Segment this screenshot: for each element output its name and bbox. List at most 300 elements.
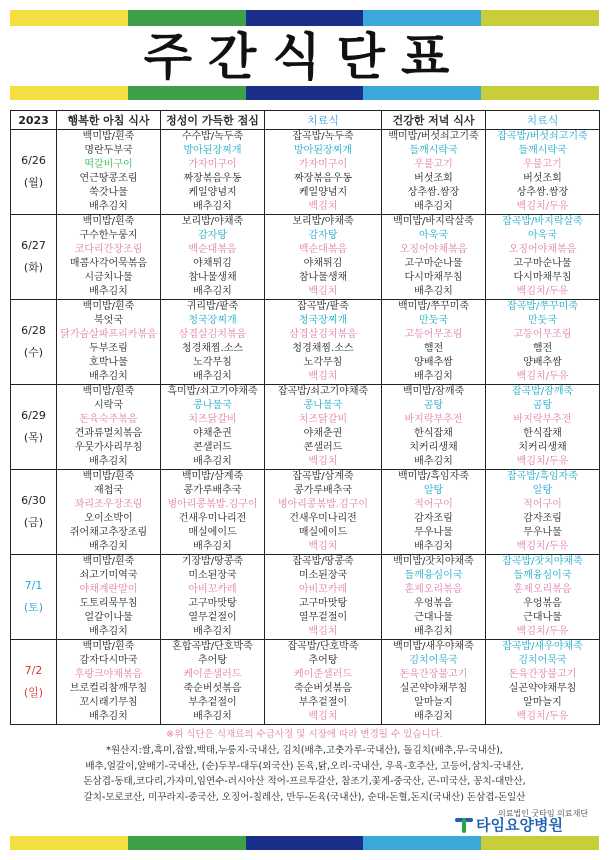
weekday-label: (일): [23, 686, 44, 699]
menu-item: 백김치: [308, 286, 338, 297]
menu-item: 양배추쌈: [523, 357, 562, 368]
bottom-color-stripe: [10, 836, 599, 850]
menu-item: 백순대볶음: [188, 244, 237, 255]
menu-item: 근대나물: [414, 612, 453, 623]
menu-item: 치커리생채: [409, 442, 458, 453]
day-row: [11, 300, 600, 385]
menu-item: 삼겹살김치볶음: [178, 329, 247, 340]
menu-item: 백김치: [308, 456, 338, 467]
menu-item: 백미밥/흰죽: [82, 301, 135, 312]
date-label: 6/28: [21, 324, 46, 337]
menu-item: 추어탕: [198, 655, 227, 666]
stripe-segment: [481, 10, 599, 26]
menu-item: 백미밥/버섯쇠고기죽: [388, 131, 479, 142]
menu-item: 병아리콩볶밥.김구이: [167, 499, 258, 510]
menu-item: 잡곡밥/흑임자죽: [507, 471, 578, 482]
menu-item: 한식잡채: [414, 428, 453, 439]
menu-item: 감자탕: [308, 230, 338, 241]
menu-item: 시금치나물: [84, 272, 133, 283]
menu-item: 쥐어채고추장조림: [69, 527, 148, 538]
breakfast-cell: [57, 300, 161, 385]
origin-line: *원산지:쌀,흑미,잡쌀,백태,누룽지-국내산, 김치(배추,고춧가루-국내산), 돌김치(배추,무-국내산),: [106, 745, 503, 756]
menu-item: 미소된장국: [298, 570, 348, 581]
menu-item: 백김치: [308, 541, 338, 552]
menu-item: 가자미구이: [298, 159, 348, 170]
dinner-therapy-cell: [486, 385, 600, 470]
menu-item: 들깨시락국: [409, 145, 458, 156]
breakfast-cell: [57, 215, 161, 300]
menu-item: 알마늘지: [523, 697, 562, 708]
menu-item: 연근땅콩조림: [79, 173, 138, 184]
menu-item: 햄전: [423, 343, 444, 354]
menu-item: 백미밥/쭈꾸미죽: [398, 301, 469, 312]
menu-item: 참나물생채: [188, 272, 237, 283]
menu-item: 야채춘권: [193, 428, 232, 439]
menu-item: 배추김치: [89, 286, 128, 297]
menu-item: 매콤사각어묵볶음: [69, 258, 148, 269]
menu-item: 노각무침: [303, 357, 343, 368]
day-row: [11, 555, 600, 640]
menu-item: 백미밥/흰죽: [82, 471, 135, 482]
dinner-cell: [382, 215, 486, 300]
menu-item: 꼬시래기무침: [79, 697, 138, 708]
menu-item: 백김치/두유: [516, 371, 569, 382]
menu-item: 열무겉절이: [188, 612, 237, 623]
menu-item: 알탕: [532, 485, 553, 496]
menu-item: 곰탕: [423, 400, 444, 411]
breakfast-cell: [57, 555, 161, 640]
menu-item: 우불고기: [523, 159, 562, 170]
date-label: 6/30: [21, 494, 46, 507]
date-label: 6/27: [21, 239, 46, 252]
stripe-segment: [363, 836, 481, 850]
menu-item: 백미밥/흰죽: [82, 216, 135, 227]
menu-item: 두부조림: [89, 343, 128, 354]
menu-item: 귀리밥/팥죽: [186, 301, 239, 312]
menu-item: 백김치/두유: [516, 201, 569, 212]
menu-item: 만둣국: [528, 315, 557, 326]
dinner-cell: [382, 470, 486, 555]
menu-item: 백순대볶음: [298, 244, 348, 255]
lunch-cell: [161, 555, 265, 640]
menu-item: 짜장볶음우동: [183, 173, 242, 184]
menu-item: 북엇국: [94, 315, 123, 326]
dinner-cell: [382, 385, 486, 470]
breakfast-cell: [57, 130, 161, 215]
stripe-segment: [128, 836, 246, 850]
stripe-segment: [128, 10, 246, 26]
menu-item: 백김치: [308, 201, 338, 212]
menu-item: 배추김치: [414, 456, 453, 467]
menu-item: 한식잡채: [523, 428, 562, 439]
menu-item: 추어탕: [308, 655, 338, 666]
menu-item: 짜장볶음우동: [294, 173, 352, 184]
logo-mark-icon: [455, 816, 473, 834]
menu-item: 감자조림: [414, 513, 453, 524]
lunch-therapy-cell: [265, 215, 382, 300]
menu-item: 다시마채무침: [513, 272, 572, 283]
menu-item: 백미밥/흰죽: [82, 386, 135, 397]
menu-item: 잡곡밥/팥죽: [297, 301, 349, 312]
dinner-therapy-cell: [486, 300, 600, 385]
menu-item: 감자다시마국: [79, 655, 138, 666]
lunch-cell: [161, 470, 265, 555]
menu-item: 배추김치: [414, 626, 453, 637]
menu-item: 오징어야채볶음: [508, 244, 577, 255]
menu-item: 코다리간장조림: [74, 244, 143, 255]
date-cell: [11, 300, 57, 385]
menu-item: 흑미밥/쇠고기야채죽: [167, 386, 258, 397]
menu-item: 보리밥/야채죽: [292, 216, 354, 227]
menu-item: 부추겉절이: [298, 697, 348, 708]
lunch-therapy-cell: [265, 300, 382, 385]
breakfast-cell: [57, 385, 161, 470]
menu-item: 콩나물국: [303, 400, 343, 411]
weekday-label: (금): [23, 516, 44, 529]
menu-item: 잡곡밥/녹두죽: [292, 131, 354, 142]
lunch-header: 정성이 가득한 점심: [161, 111, 265, 130]
menu-item: 고등어무조림: [513, 329, 572, 340]
menu-item: 적어구이: [523, 499, 562, 510]
menu-item: 케이준샐러드: [294, 669, 352, 680]
menu-item: 잡곡밥/잠깨죽: [511, 386, 574, 397]
middle-color-stripe: [10, 86, 599, 100]
menu-item: 상추쌈.쌈장: [516, 187, 569, 198]
menu-item: 청경채찜.소스: [292, 343, 354, 354]
stripe-segment: [246, 10, 364, 26]
menu-item: 바지락부추전: [513, 414, 572, 425]
menu-item: 훈제오리볶음: [513, 584, 572, 595]
menu-item: 배추김치: [193, 711, 232, 722]
menu-item: 잡곡밥/버섯쇠고기죽: [497, 131, 588, 142]
menu-item: 백미밥/삼계죽: [181, 471, 244, 482]
origin-line: 배추,얼갈이,알배기-국내산, (순)두부-대두(외국산) 돈육,닭,오리-국내산, 우육-호주산, 고등어,삼치-국내산,: [85, 760, 524, 772]
menu-item: 아비꼬카레: [298, 584, 348, 595]
lunch-cell: [161, 130, 265, 215]
menu-item: 돈육간장불고기: [508, 669, 577, 680]
menu-item: 청경채찜.소스: [181, 343, 244, 354]
menu-item: 우엉볶음: [414, 598, 453, 609]
menu-item: 케일양념지: [188, 187, 237, 198]
menu-item: 버섯조회: [414, 173, 453, 184]
menu-item: 수수밥/녹두죽: [181, 131, 244, 142]
menu-item: 배추김치: [414, 541, 453, 552]
menu-item: 들깨시락국: [518, 145, 567, 156]
menu-item: 배추김치: [89, 371, 128, 382]
date-cell: [11, 130, 57, 215]
menu-item: 치즈닭갈비: [298, 414, 348, 425]
stripe-segment: [246, 836, 364, 850]
menu-item: 알탕: [423, 485, 444, 496]
menu-item: 야채계란말이: [79, 584, 138, 595]
dinner-cell: [382, 640, 486, 725]
menu-item: 죽순버섯볶음: [183, 683, 242, 694]
menu-item: 햄전: [532, 343, 553, 354]
menu-item: 근대나물: [523, 612, 562, 623]
weekday-label: (월): [23, 176, 44, 189]
lunch-therapy-cell: [265, 470, 382, 555]
date-cell: [11, 215, 57, 300]
menu-item: 김치어묵국: [518, 655, 567, 666]
dinner-therapy-cell: [486, 555, 600, 640]
dinner-therapy-header: 치료식: [486, 111, 600, 130]
menu-item: 백미밥/흰죽: [82, 641, 135, 652]
lunch-cell: [161, 385, 265, 470]
lunch-therapy-cell: [265, 385, 382, 470]
breakfast-cell: [57, 640, 161, 725]
dinner-therapy-cell: [486, 470, 600, 555]
menu-item: 오이소박이: [84, 513, 133, 524]
dinner-header: 건강한 저녁 식사: [382, 111, 486, 130]
menu-item: 적어구이: [414, 499, 453, 510]
date-label: 6/26: [21, 154, 46, 167]
menu-item: 콩가루배추국: [294, 485, 352, 496]
lunch-therapy-cell: [265, 555, 382, 640]
lunch-therapy-cell: [265, 640, 382, 725]
date-label: 7/2: [24, 664, 43, 677]
menu-item: 잡곡밥/땅콩죽: [292, 556, 354, 567]
breakfast-header: 행복한 아침 식사: [57, 111, 161, 130]
menu-item: 잡곡밥/잣치야채죽: [502, 556, 583, 567]
menu-item: 배추김치: [89, 541, 128, 552]
menu-item: 브로컬리참깨무침: [69, 683, 148, 694]
menu-item: 백김치: [308, 711, 338, 722]
menu-item: 아욱국: [419, 230, 448, 241]
stripe-segment: [481, 836, 599, 850]
menu-item: 아비꼬카레: [188, 584, 237, 595]
stripe-segment: [128, 86, 246, 100]
menu-item: 치즈닭갈비: [188, 414, 237, 425]
menu-item: 잡곡밥/쇠고기야채죽: [277, 386, 369, 397]
lunch-therapy-header: 치료식: [265, 111, 382, 130]
day-row: [11, 130, 600, 215]
menu-item: 야채춘권: [303, 428, 343, 439]
menu-item: 훈제오리볶음: [404, 584, 463, 595]
menu-item: 상추쌈.쌈장: [407, 187, 460, 198]
menu-item: 닭가슴살파프리카볶음: [60, 329, 157, 340]
date-label: 6/29: [21, 409, 46, 422]
menu-item: 보리밥/야채죽: [181, 216, 244, 227]
dinner-cell: [382, 130, 486, 215]
menu-item: 도토리묵무침: [79, 598, 138, 609]
menu-item: 고구마순나물: [513, 258, 572, 269]
stripe-segment: [10, 836, 128, 850]
day-row: [11, 385, 600, 470]
menu-item: 치커리생채: [518, 442, 567, 453]
menu-item: 우뭇가사리무침: [74, 442, 143, 453]
menu-item: 콘샐러드: [193, 442, 232, 453]
menu-item: 배추김치: [89, 201, 128, 212]
menu-item: 감자탕: [198, 230, 227, 241]
menu-item: 배추김치: [414, 286, 453, 297]
day-row: [11, 215, 600, 300]
menu-item: 백미밥/새우야채죽: [393, 641, 474, 652]
menu-item: 배추김치: [193, 286, 232, 297]
menu-item: 실곤약야채무침: [399, 683, 468, 694]
menu-item: 병아리콩볶밥.김구이: [277, 499, 369, 510]
date-label: 7/1: [24, 579, 43, 592]
menu-item: 부추겉절이: [188, 697, 237, 708]
menu-item: 명란두부국: [84, 145, 133, 156]
menu-item: 열무겉절이: [298, 612, 348, 623]
menu-item: 삼겹살김치볶음: [289, 329, 357, 340]
menu-item: 견과류멸치볶음: [74, 428, 143, 439]
stripe-segment: [246, 86, 364, 100]
menu-item: 청국장찌개: [188, 315, 237, 326]
menu-item: 잡곡밥/쭈꾸미죽: [507, 301, 578, 312]
menu-item: 배추김치: [193, 371, 232, 382]
origin-info: [10, 743, 599, 805]
menu-item: 매실에이드: [298, 527, 348, 538]
menu-item: 야채튀김: [193, 258, 232, 269]
menu-item: 고구마맛탕: [298, 598, 348, 609]
menu-item: 매실에이드: [188, 527, 237, 538]
menu-item: 곰탕: [532, 400, 553, 411]
menu-item: 백미밥/잣치야채죽: [393, 556, 474, 567]
dinner-therapy-cell: [486, 215, 600, 300]
origin-line: 돈삼겹-동태,코다리,가자미,임연수-러시아산 적어-프르투갈산, 참조기,꽃게-중국산, 곤-미국산, 꽁치-대만산,: [83, 776, 526, 787]
menu-item: 만둣국: [419, 315, 448, 326]
year-header: 2023: [11, 111, 57, 130]
weekday-label: (토): [23, 601, 44, 614]
menu-item: 백김치/두유: [516, 456, 569, 467]
menu-item: 백김치/두유: [516, 711, 569, 722]
menu-item: 배추김치: [414, 711, 453, 722]
menu-item: 케이준샐러드: [183, 669, 242, 680]
menu-item: 청국장찌개: [298, 315, 348, 326]
date-cell: [11, 555, 57, 640]
menu-item: 백미밥/흰죽: [82, 131, 135, 142]
origin-line: 갈치-모로코산, 미꾸라지-중국산, 오징어-칠레산, 만두-돈육(국내산), 순대-돈혈,돈지(국내산) 돈삼겹-돈일산: [83, 791, 526, 803]
menu-item: 콘샐러드: [303, 442, 343, 453]
dinner-cell: [382, 300, 486, 385]
menu-item: 후랑크야채볶음: [74, 669, 143, 680]
menu-item: 백미밥/잠깨죽: [402, 386, 465, 397]
menu-item: 우엉볶음: [523, 598, 562, 609]
menu-item: 우불고기: [414, 159, 453, 170]
menu-item: 호박나물: [89, 357, 128, 368]
lunch-cell: [161, 215, 265, 300]
dinner-therapy-cell: [486, 640, 600, 725]
top-color-stripe: [10, 10, 599, 26]
menu-item: 배추김치: [193, 541, 232, 552]
stripe-segment: [10, 86, 128, 100]
menu-item: 버섯조회: [523, 173, 562, 184]
menu-item: 알마늘지: [414, 697, 453, 708]
menu-item: 떡갈비구이: [84, 159, 133, 170]
menu-item: 들깨융심이국: [513, 570, 572, 581]
menu-item: 실곤약야채무침: [508, 683, 577, 694]
weekly-menu-table: [10, 110, 600, 725]
date-cell: [11, 470, 57, 555]
menu-item: 오징어야채볶음: [399, 244, 468, 255]
menu-item: 양배추쌈: [414, 357, 453, 368]
dinner-cell: [382, 555, 486, 640]
lunch-therapy-cell: [265, 130, 382, 215]
menu-item: 죽순버섯볶음: [294, 683, 352, 694]
dinner-therapy-cell: [486, 130, 600, 215]
menu-item: 미소된장국: [188, 570, 237, 581]
menu-item: 재첩국: [94, 485, 123, 496]
lunch-cell: [161, 640, 265, 725]
weekday-label: (수): [23, 346, 44, 359]
menu-item: 건새우미나리전: [289, 513, 357, 524]
menu-item: 잡곡밥/바지락살죽: [502, 216, 583, 227]
menu-item: 가자미구이: [188, 159, 237, 170]
menu-item: 백미밥/흑임자죽: [398, 471, 469, 482]
menu-item: 방아된장찌개: [294, 145, 352, 156]
menu-item: 구수한누룽지: [79, 230, 138, 241]
menu-item: 감자조림: [523, 513, 562, 524]
menu-item: 바지락부추전: [404, 414, 463, 425]
menu-item: 고등어무조림: [404, 329, 463, 340]
menu-item: 혼합곡밥/단호박죽: [172, 641, 253, 652]
menu-item: 잡곡밥/삼계죽: [292, 471, 354, 482]
stripe-segment: [363, 10, 481, 26]
lunch-cell: [161, 300, 265, 385]
menu-item: 백김치: [308, 626, 338, 637]
menu-item: 무우나물: [414, 527, 453, 538]
menu-item: 배추김치: [193, 626, 232, 637]
menu-item: 콩나물국: [193, 400, 232, 411]
hospital-name: 타임요양병원: [476, 816, 563, 834]
stripe-segment: [10, 10, 128, 26]
menu-item: 기장밥/땅콩죽: [181, 556, 244, 567]
date-cell: [11, 385, 57, 470]
menu-item: 고구마순나물: [404, 258, 463, 269]
menu-item: 다시마채무침: [404, 272, 463, 283]
menu-item: 케일양념지: [298, 187, 348, 198]
day-row: [11, 640, 600, 725]
menu-item: 백김치/두유: [516, 626, 569, 637]
menu-item: 야채튀김: [303, 258, 343, 269]
menu-item: 백미밥/흰죽: [82, 556, 135, 567]
menu-item: 배추김치: [193, 201, 232, 212]
foundation-name: 의료법인 굿타임 의료재단: [498, 809, 589, 818]
menu-item: 건새우미나리전: [178, 513, 247, 524]
menu-item: 꽈리조우장조림: [74, 499, 143, 510]
menu-item: 배추김치: [414, 371, 453, 382]
menu-item: 무우나물: [523, 527, 562, 538]
menu-item: 시락국: [94, 400, 123, 411]
menu-item: 고구마맛탕: [188, 598, 237, 609]
menu-item: 백미밥/바지락살죽: [393, 216, 474, 227]
menu-item: 참나물생채: [298, 272, 348, 283]
menu-item: 백김치/두유: [516, 541, 569, 552]
menu-item: 배추김치: [193, 456, 232, 467]
hospital-logo: [455, 814, 563, 835]
menu-item: 들깨융심이국: [404, 570, 463, 581]
menu-item: 얼갈이나물: [84, 612, 133, 623]
date-cell: [11, 640, 57, 725]
menu-item: 쇠고기미역국: [79, 570, 138, 581]
menu-item: 노각무침: [193, 357, 232, 368]
menu-item: 백김치: [308, 371, 338, 382]
menu-item: 잡곡밥/새우야채죽: [502, 641, 583, 652]
menu-item: 백김치/두유: [516, 286, 569, 297]
menu-item: 배추김치: [89, 626, 128, 637]
menu-item: 잡곡밥/단호박죽: [287, 641, 359, 652]
menu-item: 콩가루배추국: [183, 485, 242, 496]
menu-item: 방아된장찌개: [183, 145, 242, 156]
menu-item: 쑥갓나물: [89, 187, 128, 198]
menu-item: 배추김치: [89, 711, 128, 722]
menu-item: 아욱국: [528, 230, 557, 241]
day-row: [11, 470, 600, 555]
menu-change-notice: ※위 식단은 식재료의 수급사정 및 시장에 따라 변경될 수 있습니다.: [166, 729, 443, 740]
weekday-label: (목): [23, 431, 44, 444]
breakfast-cell: [57, 470, 161, 555]
